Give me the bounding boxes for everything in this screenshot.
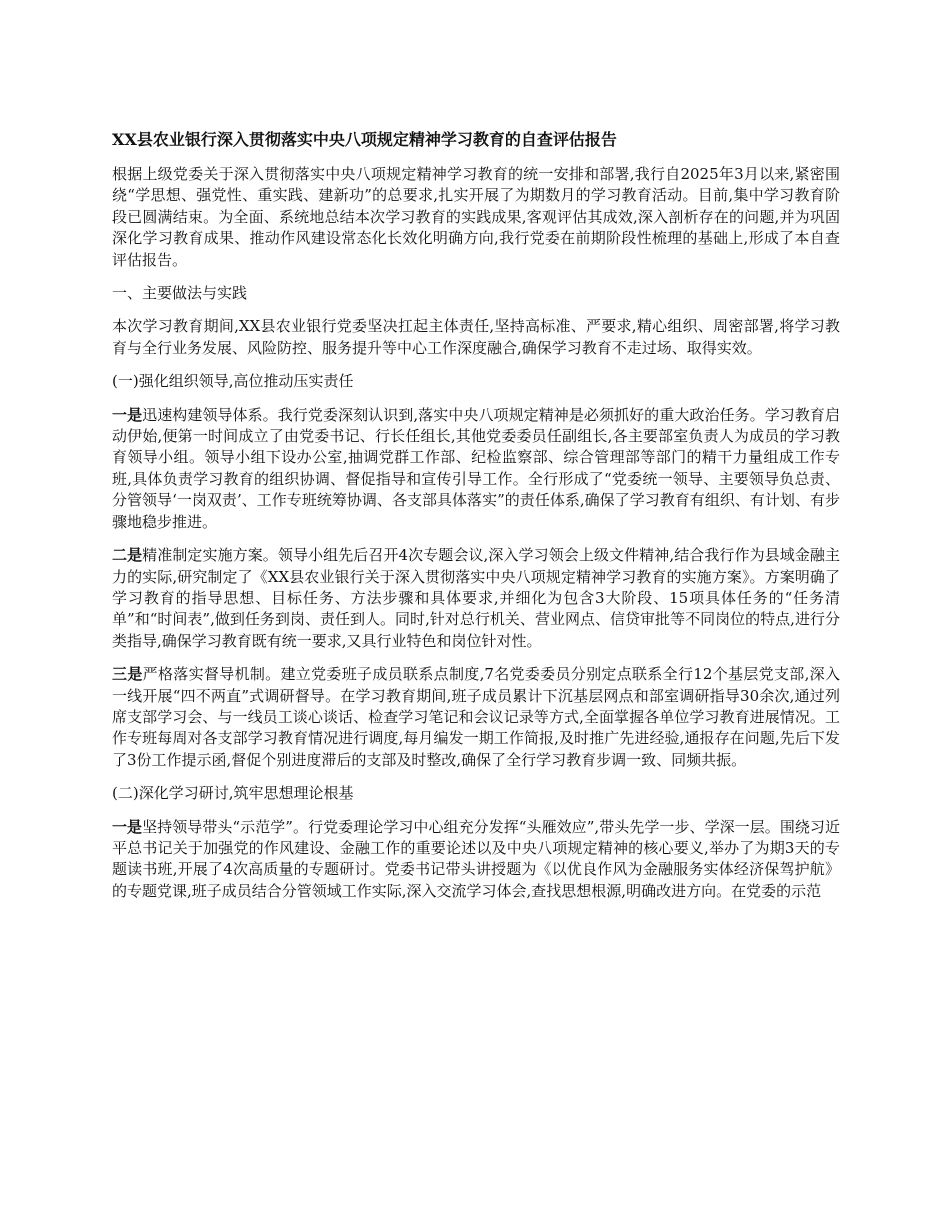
subsection2-heading: (二)深化学习研讨,筑牢思想理论根基 — [112, 784, 354, 803]
subsection1-paragraph-1 — [112, 405, 840, 533]
intro-paragraph: 根据上级党委关于深入贯彻落实中央八项规定精神学习教育的统一安排和部署,我行自2025年3月以来,紧密围绕“学思想、强党性、重实践、建新功”的总要求,扎实开展了为期数月的学习教育活动。目前,集中学习教育阶段已圆满结束。为全面、系统地总结本次学习教育的实践成果,客观评估其成效,深入剖析存在的问题,并为巩固深化学习教育成果、推动作风建设常态化长效化明确方向,我行党委在前期阶段性梳理的基础上,形成了本自查评估报告。 — [112, 165, 840, 269]
paragraph-text: 迅速构建领导体系。我行党委深刻认识到,落实中央八项规定精神是必须抓好的重大政治任务。学习教育启动伊始,便第一时间成立了由党委书记、行长任组长,其他党委委员任副组长,各主要部室负责人为成员的学习教育领导小组。领导小组下设办公室,抽调党群工作部、纪检监察部、综合管理部等部门的精干力量组成工作专班,具体负责学习教育的组织协调、督促指导和宣传引导工作。全行形成了“党委统一领导、主要领导负总责、分管领导‘一岗双责’、工作专班统筹协调、各支部具体落实”的责任体系,确保了学习教育有组织、有计划、有步骤地稳步推进。 — [112, 405, 840, 531]
document-page — [112, 128, 840, 914]
paragraph-text: 精准制定实施方案。领导小组先后召开4次专题会议,深入学习领会上级文件精神,结合我行作为县域金融主力的实际,研究制定了《XX县农业银行关于深入贯彻落实中央八项规定精神学习教育的实施方案》。方案明确了学习教育的指导思想、目标任务、方法步骤和具体要求,并细化为包含3大阶段、15项具体任务的“任务清单”和“时间表”,做到任务到岗、责任到人。同时,针对总行机关、营业网点、信贷审批等不同岗位的特点,进行分类指导,确保学习教育既有统一要求,又具行业特色和岗位针对性。 — [112, 546, 840, 650]
lead-marker: 一是 — [112, 405, 143, 424]
paragraph-text: 坚持领导带头“示范学”。行党委理论学习中心组充分发挥“头雁效应”,带头先学一步、学深一层。围绕习近平总书记关于加强党的作风建设、金融工作的重要论述以及中央八项规定精神的核心要义,举办了为期3天的专题读书班,开展了4次高质量的专题研讨。党委书记带头讲授题为《以优良作风为金融服务实体经济保驾护航》的专题党课,班子成员结合分管领域工作实际,深入交流学习体会,查找思想根源,明确改进方向。在党委的示范 — [112, 817, 840, 900]
paragraph-text: 严格落实督导机制。建立党委班子成员联系点制度,7名党委委员分别定点联系全行12个基层党支部,深入一线开展“四不两直”式调研督导。在学习教育期间,班子成员累计下沉基层网点和部室调研指导30余次,通过列席支部学习会、与一线员工谈心谈话、检查学习笔记和会议记录等方式,全面掌握各单位学习教育进展情况。工作专班每周对各支部学习教育情况进行调度,每月编发一期工作简报,及时推广先进经验,通报存在问题,先后下发了3份工作提示函,督促个别进度滞后的支部及时整改,确保了全行学习教育步调一致、同频共振。 — [112, 665, 840, 769]
section1-heading: 一、主要做法与实践 — [112, 284, 248, 303]
subsection1-paragraph-2 — [112, 545, 840, 652]
report-title: XX县农业银行深入贯彻落实中央八项规定精神学习教育的自查评估报告 — [112, 130, 617, 149]
subsection2-paragraph-1 — [112, 817, 840, 903]
lead-marker: 二是 — [112, 546, 143, 565]
lead-marker: 一是 — [112, 817, 143, 836]
subsection1-heading: (一)强化组织领导,高位推动压实责任 — [112, 372, 354, 391]
subsection1-paragraph-3 — [112, 664, 840, 771]
section1-intro-paragraph: 本次学习教育期间,XX县农业银行党委坚决扛起主体责任,坚持高标准、严要求,精心组织、周密部署,将学习教育与全行业务发展、风险防控、服务提升等中心工作深度融合,确保学习教育不走过场、取得实效。 — [112, 317, 840, 357]
lead-marker: 三是 — [112, 665, 143, 684]
